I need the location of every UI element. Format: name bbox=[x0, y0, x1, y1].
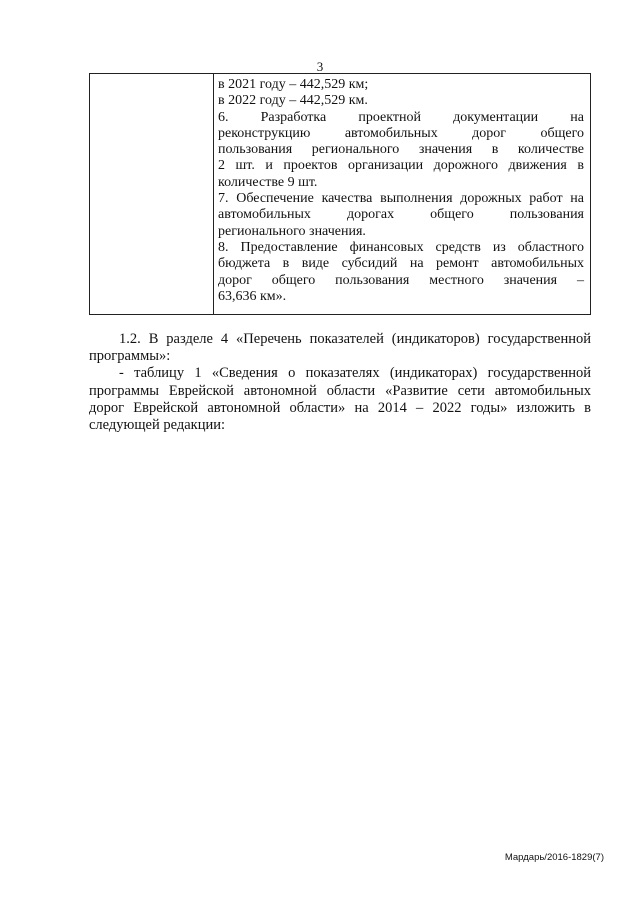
table-line: дорог общего пользования местного значения – bbox=[218, 272, 584, 288]
table-line: в 2021 году – 442,529 км; bbox=[218, 77, 369, 92]
table-line: бюджета в виде субсидий на ремонт автомобильных bbox=[218, 256, 584, 272]
table-left-cell bbox=[90, 74, 214, 314]
body-line: программы Еврейской автономной области «Развитие сети автомобильных bbox=[89, 382, 591, 399]
body-line: - таблицу 1 «Сведения о показателях (индикаторах) государственной bbox=[119, 365, 591, 382]
footer-code: Мардарь/2016-1829(7) bbox=[504, 852, 604, 863]
table-line: 8. Предоставление финансовых средств из областного bbox=[218, 239, 584, 255]
table-line: регионального значения. bbox=[218, 223, 366, 239]
page-number: 3 bbox=[316, 59, 324, 74]
table-right-cell bbox=[214, 74, 590, 314]
table-line: количестве 9 шт. bbox=[218, 174, 318, 190]
body-line: 1.2. В разделе 4 «Перечень показателей (индикаторов) государственной bbox=[119, 331, 591, 347]
table-line: пользования регионального значения в количестве bbox=[218, 142, 584, 158]
table-line: в 2022 году – 442,529 км. bbox=[218, 93, 368, 109]
body-paragraphs bbox=[89, 331, 591, 434]
table-line: автомобильных дорогах общего пользования bbox=[218, 207, 584, 223]
body-line: дорог Еврейской автономной области» на 2014 – 2022 годы» изложить в bbox=[89, 399, 591, 416]
body-line: следующей редакции: bbox=[89, 417, 226, 434]
table-line: 63,636 км». bbox=[218, 288, 287, 304]
table-line: 6. Разработка проектной документации на bbox=[218, 109, 584, 125]
table-line: 7. Обеспечение качества выполнения дорожных работ на bbox=[218, 191, 584, 207]
table-line: реконструкцию автомобильных дорог общего bbox=[218, 125, 584, 141]
table-line: 2 шт. и проектов организации дорожного движения в bbox=[218, 158, 584, 174]
program-table bbox=[89, 73, 591, 315]
body-line: программы»: bbox=[89, 348, 171, 365]
